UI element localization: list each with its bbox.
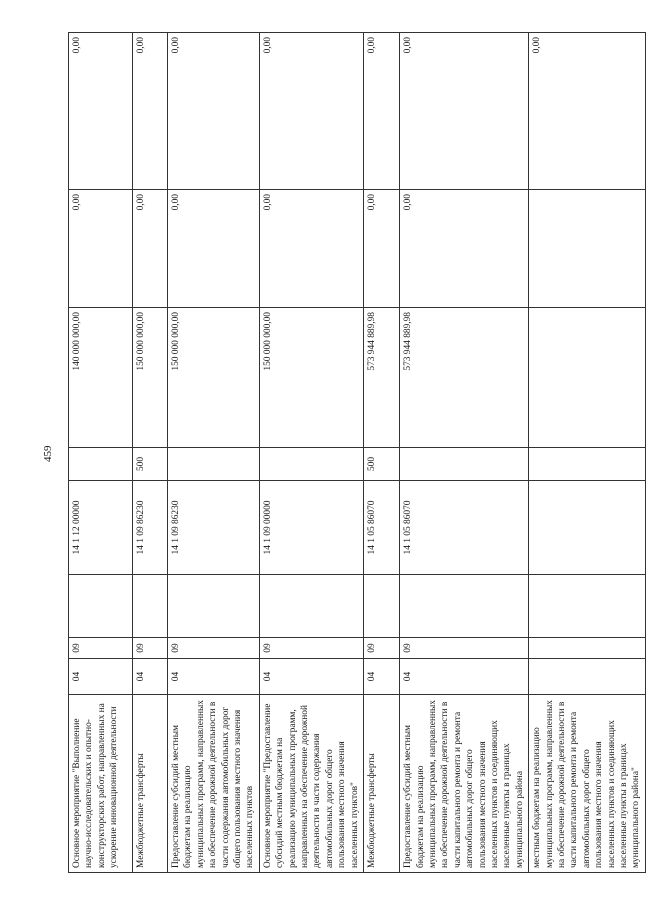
- cell-sum2: 0,00: [364, 190, 400, 308]
- table-row: [364, 33, 400, 873]
- cell-sum2: 0,00: [168, 190, 260, 308]
- cell-pr: 09: [168, 638, 260, 659]
- table-row: [69, 33, 133, 873]
- cell-rz: 04: [259, 659, 363, 695]
- cell-csr: 14 1 12 00000: [69, 481, 133, 575]
- table-row: [529, 33, 646, 873]
- cell-sum3: 0,00: [400, 33, 529, 190]
- cell-name: местным бюджетам на реализацию муниципальных программ, направленных на обеспечение дорожной деятельности в части капитального ремонта и ремонта автомобильных дорог общего пользования местного значения населенных пунктов и соединяющих населенные пункты в границах муниципального района": [529, 695, 646, 873]
- cell-rz: [529, 659, 646, 695]
- cell-sum3: 0,00: [168, 33, 260, 190]
- cell-sum1: 573 944 889,98: [364, 308, 400, 448]
- cell-name: Межбюджетные трансферты: [133, 695, 168, 873]
- cell-sum1: [529, 308, 646, 448]
- cell-sum3: 0,00: [69, 33, 133, 190]
- cell-pr: 09: [69, 638, 133, 659]
- cell-pr: 09: [364, 638, 400, 659]
- table-row: [400, 33, 529, 873]
- cell-csr: [529, 481, 646, 575]
- cell-vr: [168, 448, 260, 481]
- cell-vr: [259, 448, 363, 481]
- cell-vr: [529, 448, 646, 481]
- cell-rz: 04: [69, 659, 133, 695]
- cell-vr: 500: [133, 448, 168, 481]
- cell-sum3: 0,00: [529, 33, 646, 190]
- cell-sum2: 0,00: [259, 190, 363, 308]
- cell-sum3: 0,00: [259, 33, 363, 190]
- cell-sum2: 0,00: [69, 190, 133, 308]
- cell-sum1: 140 000 000,00: [69, 308, 133, 448]
- cell-rz: 04: [400, 659, 529, 695]
- cell-blank: [529, 575, 646, 638]
- cell-name: Межбюджетные трансферты: [364, 695, 400, 873]
- page-number: 459: [42, 445, 54, 462]
- table-row: [168, 33, 260, 873]
- cell-sum1: 150 000 000,00: [168, 308, 260, 448]
- cell-vr: [400, 448, 529, 481]
- cell-rz: 04: [133, 659, 168, 695]
- cell-blank: [69, 575, 133, 638]
- cell-csr: 14 1 05 86070: [364, 481, 400, 575]
- table-row: [133, 33, 168, 873]
- cell-sum2: 0,00: [133, 190, 168, 308]
- cell-blank: [259, 575, 363, 638]
- cell-csr: 14 1 09 86230: [133, 481, 168, 575]
- cell-csr: 14 1 09 00000: [259, 481, 363, 575]
- cell-csr: 14 1 09 86230: [168, 481, 260, 575]
- cell-sum1: 150 000 000,00: [133, 308, 168, 448]
- cell-sum1: 573 944 889,98: [400, 308, 529, 448]
- cell-csr: 14 1 05 86070: [400, 481, 529, 575]
- cell-sum3: 0,00: [133, 33, 168, 190]
- cell-pr: 09: [133, 638, 168, 659]
- cell-sum1: 150 000 000,00: [259, 308, 363, 448]
- budget-table: [68, 32, 646, 873]
- cell-name: Предоставление субсидий местным бюджетам на реализацию муниципальных программ, направленных на обеспечение дорожной деятельности в части содержания автомобильных дорог общего пользования местного значения населенных пунктов: [168, 695, 260, 873]
- cell-name: Предоставление субсидий местным бюджетам на реализацию муниципальных программ, направленных на обеспечение дорожной деятельности в части капитального ремонта и ремонта автомобильных дорог общего пользования местного значения населенных пунктов и соединяющих населенные пункты в границах муниципального района: [400, 695, 529, 873]
- cell-sum3: 0,00: [364, 33, 400, 190]
- cell-pr: 09: [259, 638, 363, 659]
- cell-vr: 500: [364, 448, 400, 481]
- cell-blank: [168, 575, 260, 638]
- rotated-table-sheet: [68, 33, 642, 873]
- cell-pr: [529, 638, 646, 659]
- cell-rz: 04: [168, 659, 260, 695]
- cell-blank: [133, 575, 168, 638]
- cell-blank: [400, 575, 529, 638]
- cell-sum2: [529, 190, 646, 308]
- cell-vr: [69, 448, 133, 481]
- cell-name: Основное мероприятие "Выполнение научно-исследовательских и опытно-конструкторских работ, направленных на ускорение инновационной деятельности: [69, 695, 133, 873]
- cell-rz: 04: [364, 659, 400, 695]
- cell-name: Основное мероприятие "Предоставление субсидий местным бюджетам на реализацию муниципальных программ, направленных на обеспечение дорожной деятельности в части содержания автомобильных дорог общего пользования местного значения населенных пунктов": [259, 695, 363, 873]
- cell-pr: 09: [400, 638, 529, 659]
- cell-sum2: 0,00: [400, 190, 529, 308]
- cell-blank: [364, 575, 400, 638]
- table-row: [259, 33, 363, 873]
